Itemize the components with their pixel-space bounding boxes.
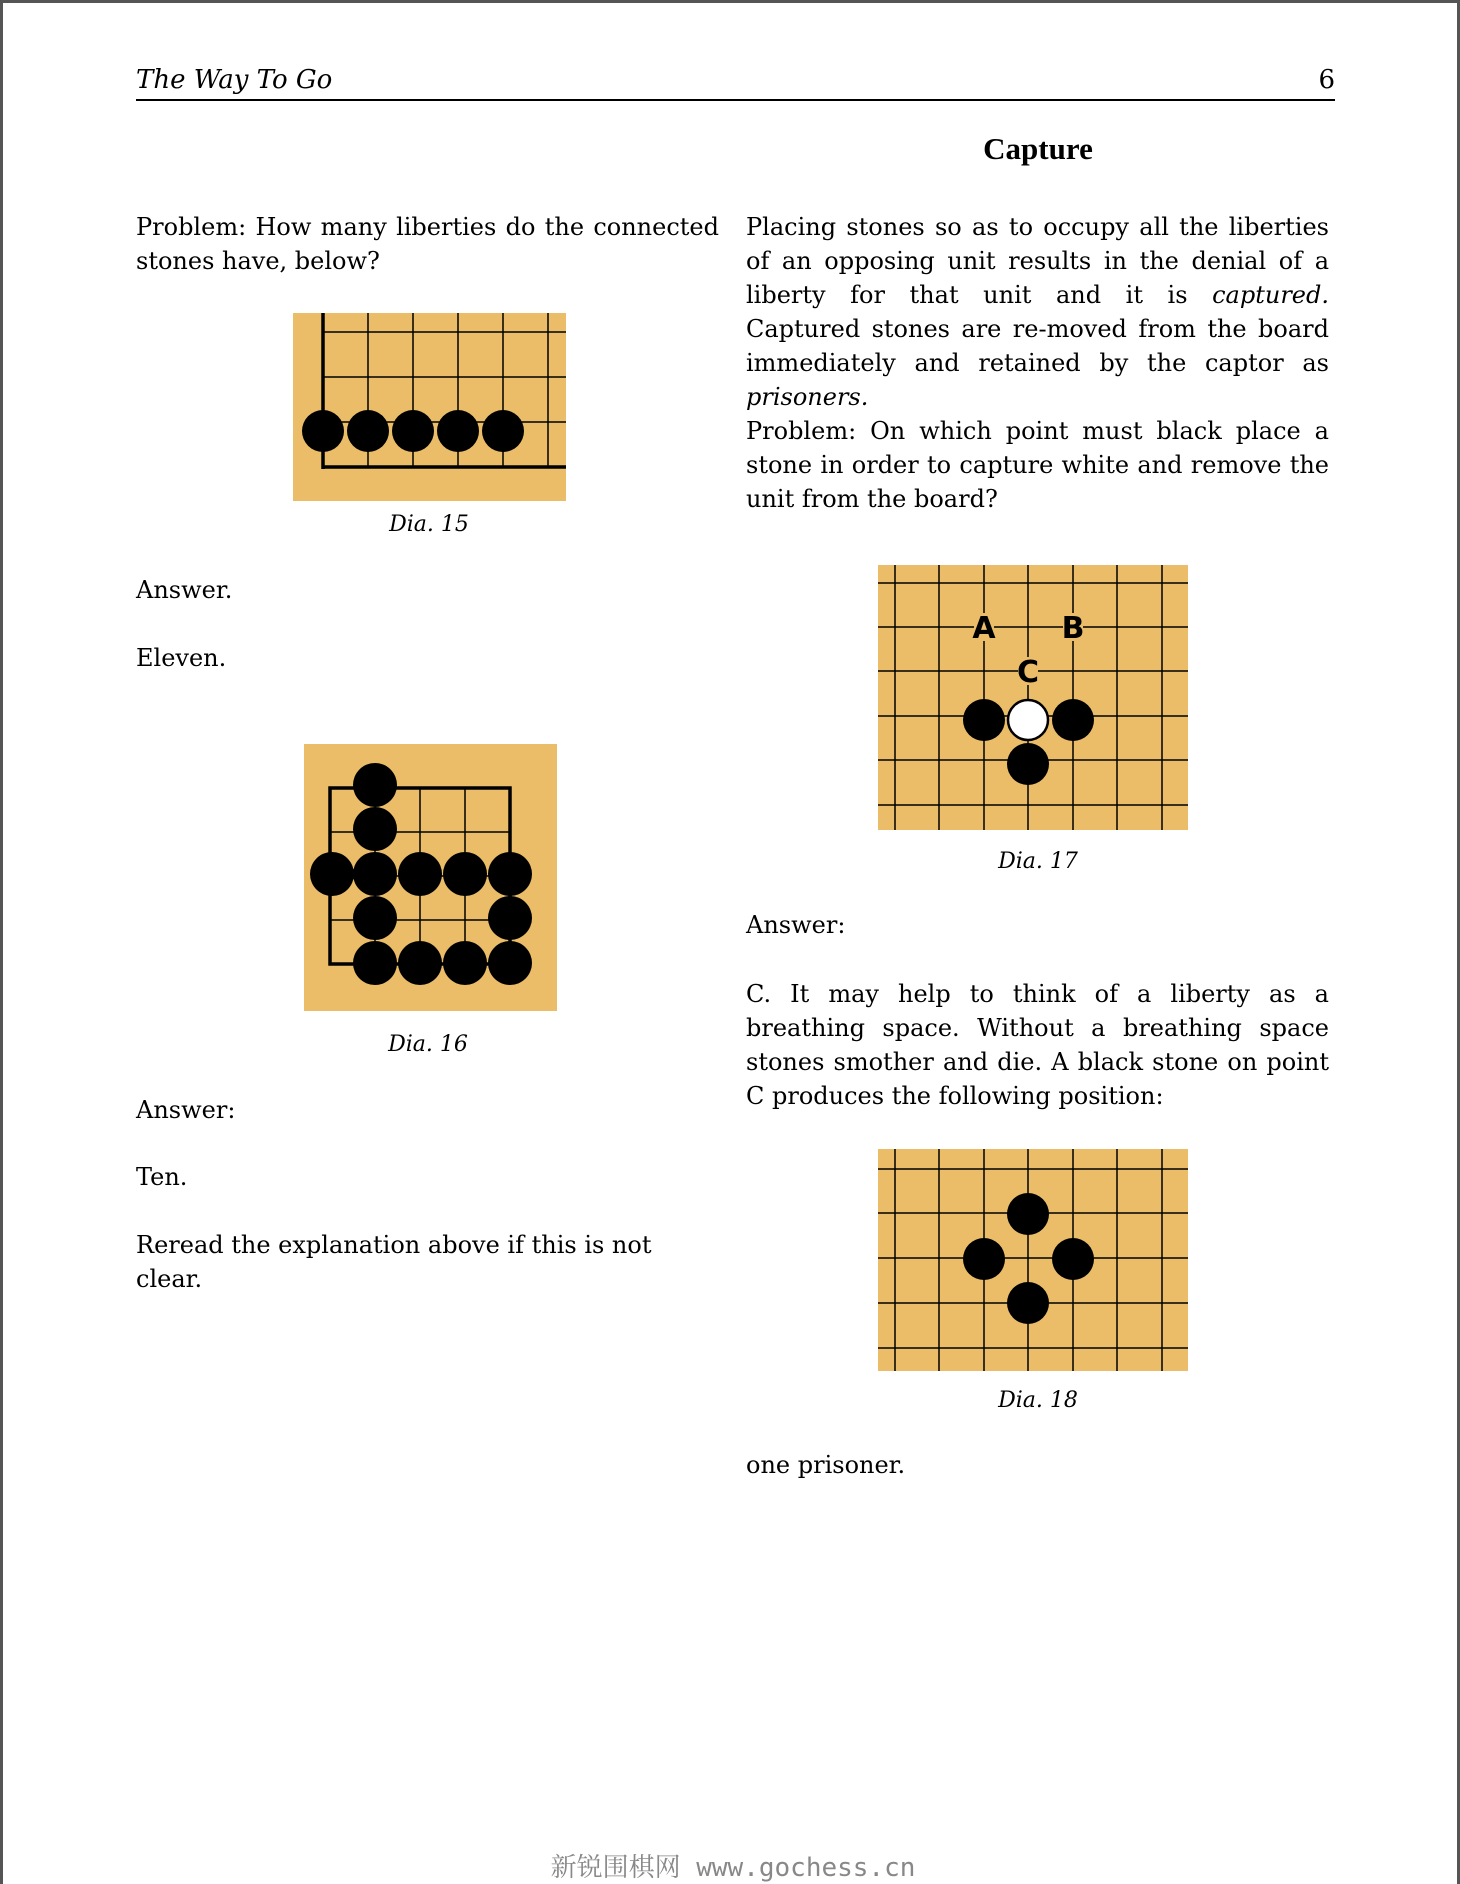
white-stone bbox=[1008, 700, 1048, 740]
capture-paragraph-part2: Captured stones are re-moved from the board immediately and retained by the captor as bbox=[746, 315, 1329, 377]
dia18-caption: Dia. 18 bbox=[998, 1388, 1078, 1413]
black-stone bbox=[398, 852, 442, 896]
term-prisoners: prisoners. bbox=[746, 383, 869, 411]
header-rule bbox=[136, 99, 1335, 101]
black-stone bbox=[353, 763, 397, 807]
black-stone bbox=[353, 941, 397, 985]
black-stone bbox=[963, 699, 1005, 741]
black-stone bbox=[482, 410, 524, 452]
left-note: Reread the explanation above if this is not clear. bbox=[136, 1231, 652, 1293]
board-surface bbox=[878, 565, 1188, 830]
diagram-17 bbox=[878, 565, 1188, 830]
black-stone bbox=[302, 410, 344, 452]
answer1-label: Answer. bbox=[136, 576, 233, 604]
answer2-text: Ten. bbox=[136, 1163, 188, 1191]
black-stone bbox=[392, 410, 434, 452]
right-answer-label: Answer: bbox=[746, 911, 846, 939]
black-stone bbox=[347, 410, 389, 452]
answer2-label: Answer: bbox=[136, 1096, 236, 1124]
black-stone bbox=[437, 410, 479, 452]
board-surface bbox=[878, 1149, 1188, 1371]
point-label-b: B bbox=[1061, 611, 1085, 646]
black-stone bbox=[398, 941, 442, 985]
capture-paragraph-part1: Placing stones so as to occupy all the liberties of an opposing unit results in the denial of a liberty for that unit and it is bbox=[746, 213, 1329, 309]
black-stone bbox=[963, 1238, 1005, 1280]
black-stone bbox=[488, 896, 532, 940]
page-number: 6 bbox=[1318, 65, 1335, 95]
result-text: one prisoner. bbox=[746, 1451, 906, 1479]
capture-paragraph bbox=[746, 210, 1329, 414]
dia15-caption: Dia. 15 bbox=[389, 512, 469, 537]
black-stone bbox=[310, 852, 354, 896]
point-label-a: A bbox=[972, 611, 996, 646]
watermark-footer: 新锐围棋网 www.gochess.cn bbox=[550, 1853, 916, 1883]
board-surface bbox=[293, 313, 566, 501]
dia16-caption: Dia. 16 bbox=[388, 1032, 468, 1057]
dia17-caption: Dia. 17 bbox=[998, 849, 1078, 874]
black-stone bbox=[443, 941, 487, 985]
black-stone bbox=[353, 896, 397, 940]
answer1-text: Eleven. bbox=[136, 644, 227, 672]
black-stone bbox=[443, 852, 487, 896]
section-title: Capture bbox=[983, 131, 1093, 166]
right-problem: Problem: On which point must black place a stone in order to capture white and remove the unit from the board? bbox=[746, 417, 1329, 513]
black-stone bbox=[488, 941, 532, 985]
point-label-c: C bbox=[1016, 655, 1040, 690]
diagram-18 bbox=[878, 1149, 1188, 1371]
black-stone bbox=[1007, 743, 1049, 785]
black-stone bbox=[1007, 1282, 1049, 1324]
document-page bbox=[3, 3, 1457, 1884]
left-problem: Problem: How many liberties do the connected stones have, below? bbox=[136, 213, 719, 275]
black-stone bbox=[353, 852, 397, 896]
diagram-16 bbox=[304, 744, 557, 1011]
black-stone bbox=[353, 807, 397, 851]
black-stone bbox=[488, 852, 532, 896]
black-stone bbox=[1052, 699, 1094, 741]
running-header-title: The Way To Go bbox=[136, 65, 333, 95]
black-stone bbox=[1052, 1238, 1094, 1280]
diagram-15 bbox=[293, 313, 566, 501]
term-captured: captured. bbox=[1212, 281, 1329, 309]
right-answer-text: C. It may help to think of a liberty as a breathing space. Without a breathing space stones smother and die. A black stone on point C produces the following position: bbox=[746, 980, 1329, 1110]
black-stone bbox=[1007, 1193, 1049, 1235]
